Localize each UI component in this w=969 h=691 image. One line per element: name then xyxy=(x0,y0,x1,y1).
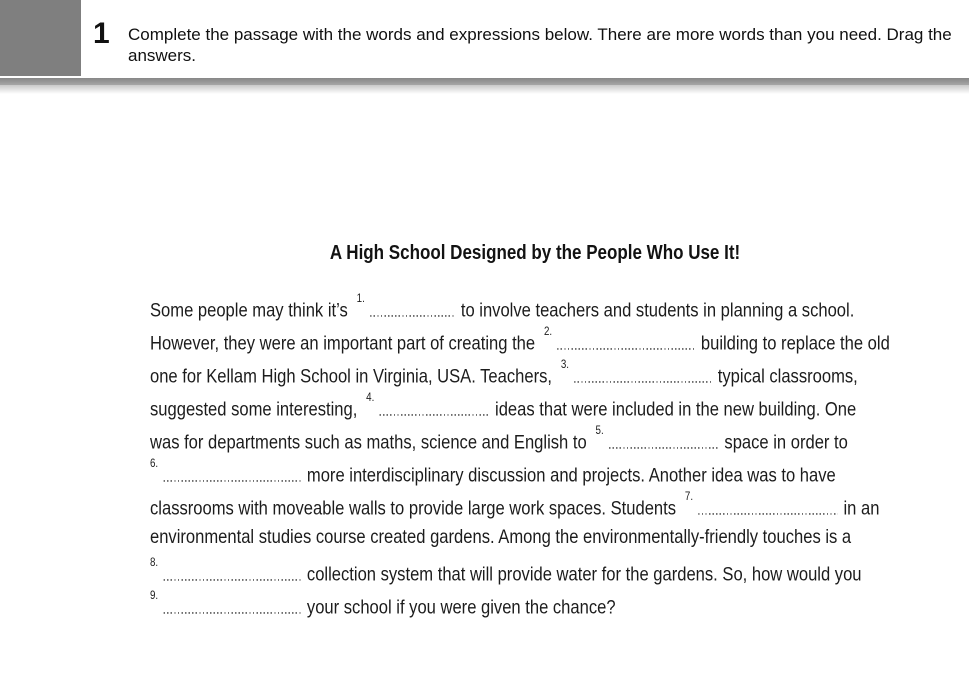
passage-text: typical classrooms, xyxy=(717,365,858,388)
header-divider-shadow xyxy=(0,85,969,94)
passage-text: your school if you were given the chance? xyxy=(306,596,616,619)
passage-line xyxy=(150,455,920,488)
passage-line xyxy=(150,554,920,587)
passage-container xyxy=(150,240,920,620)
passage-text: ideas that were included in the new building. One xyxy=(495,398,857,421)
passage-text: more interdisciplinary discussion and projects. Another idea was to have xyxy=(306,464,836,487)
passage-lines xyxy=(150,290,920,620)
passage-text: collection system that will provide water for the gardens. So, how would you xyxy=(306,563,862,586)
blank-6[interactable] xyxy=(163,467,301,482)
blank-number-1: 1. xyxy=(356,293,365,305)
blank-7[interactable] xyxy=(698,500,837,515)
blank-number-5: 5. xyxy=(595,425,604,437)
instruction-text: Complete the passage with the words and expressions below. There are more words than you need. Drag the answers. xyxy=(128,25,952,65)
passage-line xyxy=(150,587,920,620)
blank-number-9: 9. xyxy=(150,590,159,602)
passage-text: building to replace the old xyxy=(700,332,890,355)
passage-text: space in order to xyxy=(724,431,848,454)
passage-text: suggested some interesting, xyxy=(150,398,358,421)
blank-2[interactable] xyxy=(557,335,695,350)
blank-9[interactable] xyxy=(163,599,301,614)
passage-line xyxy=(150,389,920,422)
blank-8[interactable] xyxy=(163,566,301,581)
passage-text: one for Kellam High School in Virginia, USA. Teachers, xyxy=(150,365,553,388)
blank-3[interactable] xyxy=(574,368,712,383)
blank-number-8: 8. xyxy=(150,557,159,569)
blank-number-7: 7. xyxy=(684,491,694,503)
exercise-number: 1 xyxy=(93,17,110,50)
blank-number-6: 6. xyxy=(150,458,159,470)
passage-line xyxy=(150,356,920,389)
passage-line xyxy=(150,323,920,356)
header-divider-rule xyxy=(0,78,969,85)
passage-line xyxy=(150,488,920,521)
passage-text: environmental studies course created gardens. Among the environmentally-friendly touches is a xyxy=(150,526,852,548)
blank-1[interactable] xyxy=(370,302,455,317)
blank-4[interactable] xyxy=(379,401,489,416)
passage-text: in an xyxy=(843,497,880,520)
passage-line xyxy=(150,422,920,455)
blank-number-3: 3. xyxy=(560,359,570,371)
passage-text: However, they were an important part of creating the xyxy=(150,332,536,355)
passage-title: A High School Designed by the People Who Use It! xyxy=(329,242,741,264)
passage-text: to involve teachers and students in planning a school. xyxy=(460,299,855,322)
blank-number-4: 4. xyxy=(366,392,375,404)
passage-text: was for departments such as maths, science and English to xyxy=(150,431,587,454)
passage-text: Some people may think it’s xyxy=(150,299,348,322)
blank-number-2: 2. xyxy=(543,326,553,338)
passage-text: classrooms with moveable walls to provide large work spaces. Students xyxy=(150,497,677,520)
corner-tab-square xyxy=(0,0,81,76)
passage-line xyxy=(150,290,920,323)
blank-5[interactable] xyxy=(609,434,719,449)
passage-line xyxy=(150,521,920,554)
